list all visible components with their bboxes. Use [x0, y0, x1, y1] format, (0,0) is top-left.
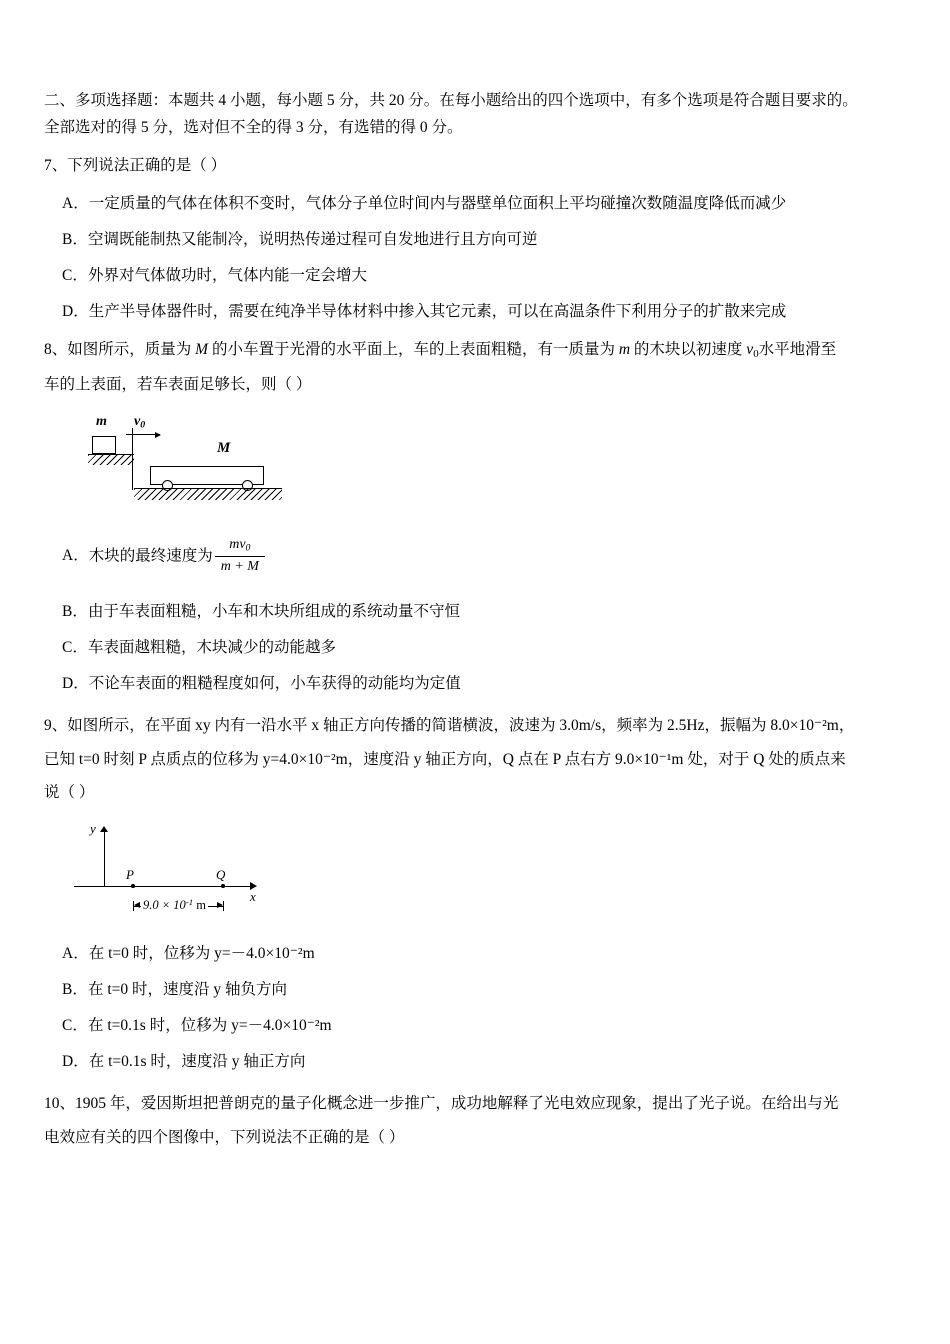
point-label-q: Q	[216, 866, 226, 882]
q8-var-v0: v	[746, 341, 754, 359]
question-8-option-d	[44, 671, 910, 696]
dimension-tick-right	[223, 901, 224, 911]
option-text: 生产半导体器件时，需要在纯净半导体材料中掺入其它元素，可以在高温条件下利用分子的扩散来完成	[88, 303, 787, 321]
question-7-stem: 7、下列说法正确的是（ ）	[44, 157, 227, 175]
question-7-option-c	[44, 263, 910, 288]
dimension-unit: m	[193, 897, 206, 912]
upper-ground-hatch	[88, 454, 134, 465]
fraction-numerator	[215, 536, 265, 556]
option-label: B．	[62, 980, 88, 998]
axis-label-y: y	[90, 820, 96, 836]
fraction-num-sub: 0	[245, 542, 251, 554]
figure-label-v-sub: 0	[140, 419, 146, 431]
question-9-option-b	[44, 977, 910, 1002]
section-intro-line1: 二、多项选择题：本题共 4 小题，每小题 5 分，共 20 分。在每小题给出的四个选项中，有多个选项是符合题目要求的。	[44, 92, 858, 109]
option-text: 在 t=0 时，位移为 y=－4.0×10⁻²m	[88, 944, 315, 962]
question-9-stem-line2: 已知 t=0 时刻 P 点质点的位移为 y=4.0×10⁻²m，速度沿 y 轴正方向，Q 点在 P 点右方 9.0×10⁻¹m 处，对于 Q 处的质点来	[44, 750, 846, 768]
option-text: 外界对气体做功时，气体内能一定会增大	[88, 267, 368, 285]
q8-mid: 的小车置于光滑的水平面上，车的上表面粗糙，有一质量为	[208, 341, 619, 359]
question-9-option-a	[44, 941, 910, 966]
figure-label-m: m	[96, 414, 107, 430]
section-intro-line2: 全部选对的得 5 分，选对但不全的得 3 分，有选错的得 0 分。	[44, 119, 463, 137]
option-text: 在 t=0.1s 时，位移为 y=－4.0×10⁻²m	[88, 1016, 332, 1034]
page-content	[44, 88, 910, 1151]
wave-axes-figure	[58, 820, 398, 923]
fraction-denominator: m + M	[215, 556, 265, 576]
question-7-option-d	[44, 299, 910, 324]
lower-ground-hatch	[134, 488, 282, 500]
option-text: 空调既能制热又能制冷，说明热传递过程可自发地进行且方向可逆	[88, 230, 538, 248]
option-label: D．	[62, 303, 89, 321]
section-intro	[44, 88, 910, 140]
option-text: 由于车表面粗糙，小车和木块所组成的系统动量不守恒	[88, 602, 461, 620]
figure-label-M: M	[217, 440, 231, 457]
small-block-shape	[92, 436, 116, 454]
question-7-option-a	[44, 191, 910, 216]
axis-label-x: x	[250, 888, 256, 904]
x-axis-line	[74, 886, 252, 887]
point-label-p: P	[126, 866, 134, 882]
q8-var-v0-sub: 0	[753, 348, 759, 361]
option-label: A．	[62, 194, 89, 212]
option-text: 车表面越粗糙，木块减少的动能越多	[88, 638, 337, 656]
figure-label-v: v	[134, 414, 141, 430]
dimension-label	[141, 897, 208, 913]
question-8-stem-line2: 车的上表面，若车表面足够长，则（ ）	[44, 375, 312, 393]
question-8-stem-line1	[44, 336, 910, 364]
figure-label-v0	[134, 414, 145, 431]
option-text: 木块的最终速度为	[88, 547, 213, 565]
option-label: A．	[62, 944, 89, 962]
option-label: A．	[62, 547, 89, 565]
y-axis-line	[104, 831, 105, 887]
option-label: B．	[62, 230, 88, 248]
question-10-stem-line1: 10、1905 年，爱因斯坦把普朗克的量子化概念进一步推广，成功地解释了光电效应现象，提出了光子说。在给出与光	[44, 1095, 839, 1113]
option-text: 不论车表面的粗糙程度如何，小车获得的动能均为定值	[88, 674, 461, 692]
q8-var-m: m	[618, 341, 631, 359]
q8-mid2: 的木块以初速度	[630, 341, 747, 359]
point-q-marker	[221, 884, 225, 888]
question-8-option-b	[44, 599, 910, 624]
question-9-stem-line3: 说（ ）	[44, 784, 95, 802]
q8-var-M: M	[195, 341, 209, 359]
option-label: D．	[62, 1053, 89, 1070]
dimension-value: 9.0 × 10	[143, 897, 186, 912]
dimension-arrow-right-icon	[217, 902, 223, 908]
fraction-mv0-over-m-plus-M	[215, 536, 265, 575]
question-8-option-a	[44, 537, 910, 576]
question-7-option-b	[44, 227, 910, 252]
option-label: D．	[62, 674, 89, 692]
block-on-cart-figure	[70, 414, 400, 519]
question-9-stem-line1: 9、如图所示，在平面 xy 内有一沿水平 x 轴正方向传播的简谐横波，波速为 3.0m/s，频率为 2.5Hz，振幅为 8.0×10⁻²m，	[44, 716, 855, 734]
fraction-num-text: mv	[229, 537, 246, 553]
point-p-marker	[131, 884, 135, 888]
option-text: 在 t=0.1s 时，速度沿 y 轴正方向	[88, 1053, 306, 1070]
question-9-option-c	[44, 1013, 910, 1038]
option-label: C．	[62, 638, 88, 656]
dimension-arrow-left-icon	[134, 902, 140, 908]
q8-end: 水平地滑至	[758, 341, 837, 359]
option-text: 在 t=0 时，速度沿 y 轴负方向	[88, 980, 288, 998]
question-10-stem-line2: 电效应有关的四个图像中，下列说法不正确的是（ ）	[44, 1128, 405, 1146]
question-9-option-d	[44, 1049, 910, 1074]
vertical-step-line	[132, 428, 133, 490]
question-8-option-c	[44, 635, 910, 660]
q8-pre: 8、如图所示，质量为	[44, 341, 196, 359]
option-label: B．	[62, 602, 88, 620]
option-text: 一定质量的气体在体积不变时，气体分子单位时间内与器壁单位面积上平均碰撞次数随温度降低而减少	[88, 194, 787, 212]
dimension-exponent: -1	[185, 896, 194, 907]
option-label: C．	[62, 1016, 88, 1034]
option-label: C．	[62, 267, 88, 285]
